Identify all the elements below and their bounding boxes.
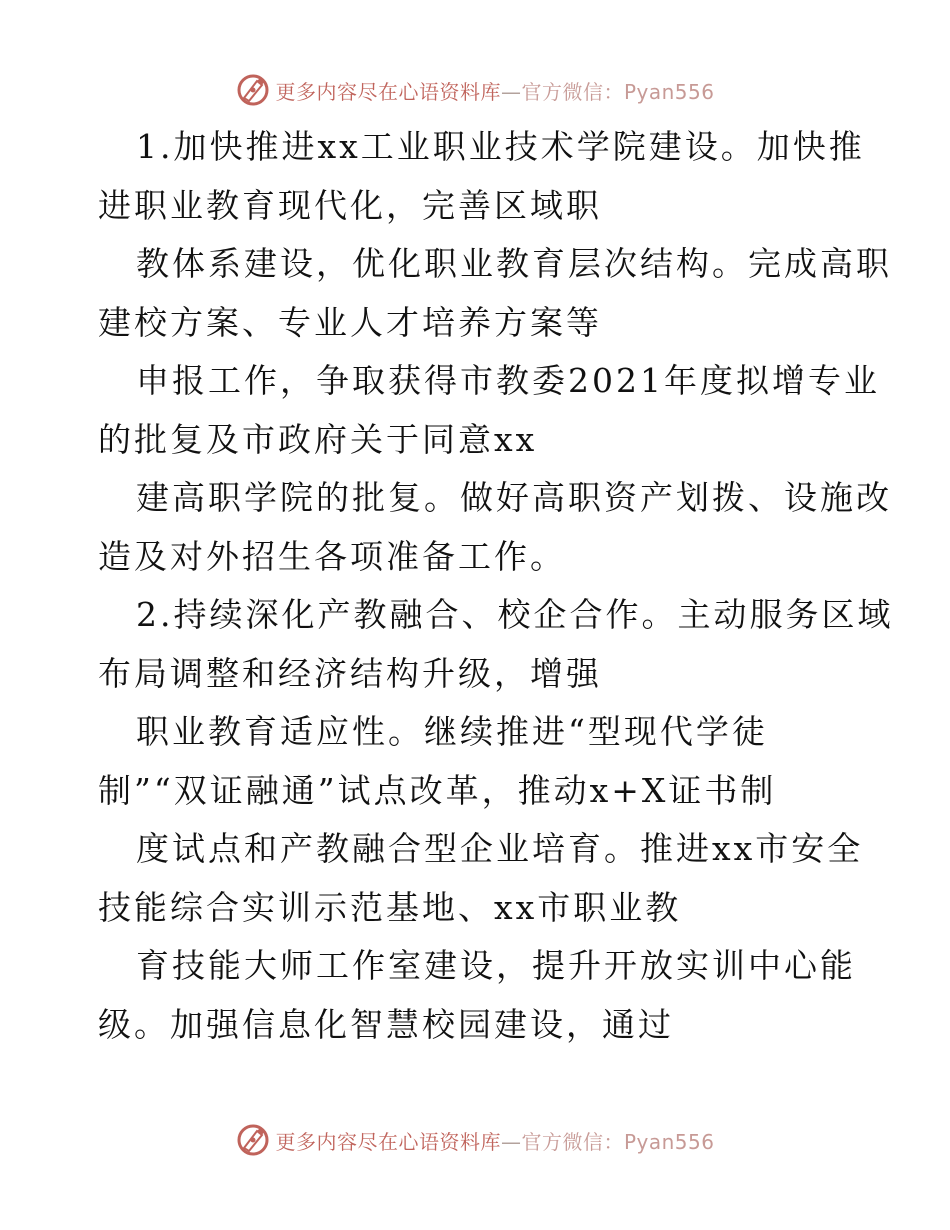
text-line: 的批复及市政府关于同意xx [98, 419, 538, 459]
watermark-text-primary: 更多内容尽在心语资料库 [275, 79, 501, 104]
text-line: 职业教育适应性。继续推进“型现代学徒 [136, 712, 768, 751]
text-line: 2.持续深化产教融合、校企合作。主动服务区域 [136, 595, 894, 634]
watermark-logo-icon [235, 1122, 271, 1158]
text-line: 制”“双证融通”试点改革，推动x+X证书制 [98, 770, 777, 810]
text-line: 建高职学院的批复。做好高职资产划拨、设施改 [136, 478, 892, 517]
document-body [98, 118, 894, 1054]
text-line: 度试点和产教融合型企业培育。推进xx市安全 [136, 829, 864, 868]
header-watermark [0, 70, 950, 110]
text-line: 级。加强信息化智慧校园建设，通过 [98, 1004, 674, 1044]
footer-watermark [0, 1120, 950, 1160]
watermark-text-wechat: 官方微信：Pyan556 [521, 1129, 715, 1154]
text-line: 教体系建设，优化职业教育层次结构。完成高职 [136, 244, 892, 283]
text-line: 育技能大师工作室建设，提升开放实训中心能 [136, 946, 856, 985]
watermark-dash: — [500, 79, 522, 104]
watermark-logo-icon [235, 72, 271, 108]
text-line: 申报工作，争取获得市教委2021年度拟增专业 [136, 361, 880, 400]
text-line: 进职业教育现代化，完善区域职 [98, 185, 602, 225]
text-line: 造及对外招生各项准备工作。 [98, 536, 566, 576]
watermark-text-wechat: 官方微信：Pyan556 [521, 79, 715, 104]
text-line: 布局调整和经济结构升级，增强 [98, 653, 602, 693]
text-line: 建校方案、专业人才培养方案等 [98, 302, 602, 342]
text-line: 1.加快推进xx工业职业技术学院建设。加快推 [136, 127, 865, 166]
watermark-dash: — [500, 1129, 522, 1154]
text-line: 技能综合实训示范基地、xx市职业教 [98, 887, 682, 927]
watermark-text-primary: 更多内容尽在心语资料库 [275, 1129, 501, 1154]
